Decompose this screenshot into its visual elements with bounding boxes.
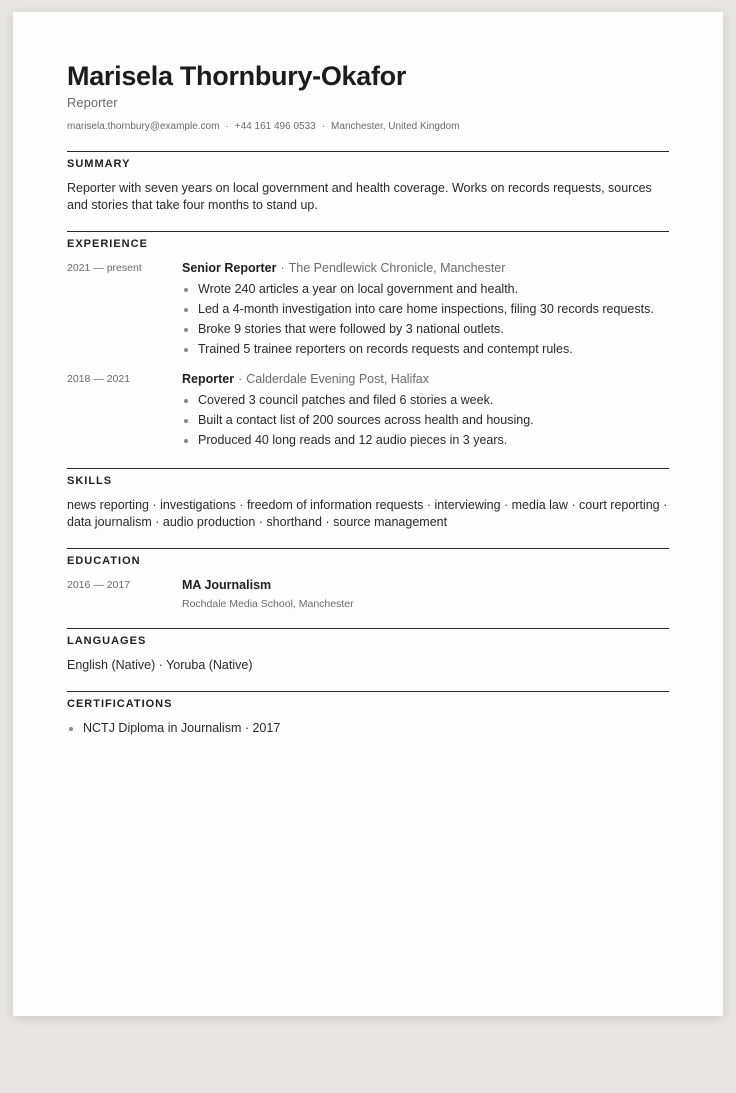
certification-list [67,720,669,737]
location: Manchester, United Kingdom [331,121,460,132]
employer: The Pendlewick Chronicle, Manchester [288,261,506,275]
entry-dates: 2016 — 2017 [67,579,131,591]
entry-body [182,577,669,611]
section-title: SUMMARY [67,158,131,170]
employer: Calderdale Evening Post, Halifax [246,372,430,386]
list-item: • Produced 40 long reads and 12 audio pieces in 3 years. [198,432,669,450]
list-item: • Wrote 240 articles a year on local government and health. [198,281,669,299]
candidate-name: Marisela Thornbury-Okafor [67,61,407,91]
achievement-list [182,392,669,450]
section-title: SKILLS [67,475,113,487]
entry-body [182,371,669,452]
experience-section [67,231,669,452]
resume-page [13,12,723,1016]
candidate-role: Reporter [67,95,118,110]
education-section [67,548,669,611]
section-title: EXPERIENCE [67,238,148,250]
skills-section [67,468,669,531]
phone-number: +44 161 496 0533 [234,121,316,132]
section-title: EDUCATION [67,555,141,567]
school-name: Rochdale Media School, Manchester [182,598,354,610]
list-item: • Covered 3 council patches and filed 6 stories a week. [198,392,669,410]
list-item: • Broke 9 stories that were followed by 3 national outlets. [198,321,669,339]
experience-entry [67,371,669,452]
contact-line [67,120,669,134]
experience-entry [67,260,669,361]
list-item: • NCTJ Diploma in Journalism · 2017 [83,720,669,737]
entry-heading [182,260,669,277]
contact-separator: · [321,121,326,132]
degree-title: MA Journalism [182,578,272,592]
entry-body [182,260,669,361]
education-entry [67,577,669,611]
entry-heading [182,577,669,594]
contact-separator: · [225,121,229,132]
list-item: • Built a contact list of 200 sources across health and housing. [198,412,669,430]
skills-text: news reporting · investigations · freedom of information requests · interviewing · media law · court reporting · data journalism · audio production · shorthand · source management [67,498,668,529]
email-link[interactable]: marisela.thornbury@example.com [67,121,220,132]
entry-dates: 2021 — present [67,262,142,274]
list-item: • Trained 5 trainee reporters on records requests and contempt rules. [198,341,669,359]
certifications-section [67,691,669,737]
summary-text: Reporter with seven years on local government and health coverage. Works on records requests, sources and stories that take four months to stand up. [67,181,652,212]
resume-content [67,60,669,737]
heading-separator: · [280,261,285,275]
list-item: • Led a 4-month investigation into care home inspections, filing 30 records requests. [198,301,669,319]
heading-separator: · [238,372,243,386]
languages-section [67,628,669,674]
section-title: LANGUAGES [67,635,147,647]
achievement-list [182,281,669,359]
job-title: Reporter [182,372,235,386]
summary-section [67,151,669,214]
entry-heading [182,371,669,388]
entry-dates: 2018 — 2021 [67,373,131,385]
job-title: Senior Reporter [182,261,277,275]
languages-text: English (Native) · Yoruba (Native) [67,658,253,672]
section-title: CERTIFICATIONS [67,698,173,710]
